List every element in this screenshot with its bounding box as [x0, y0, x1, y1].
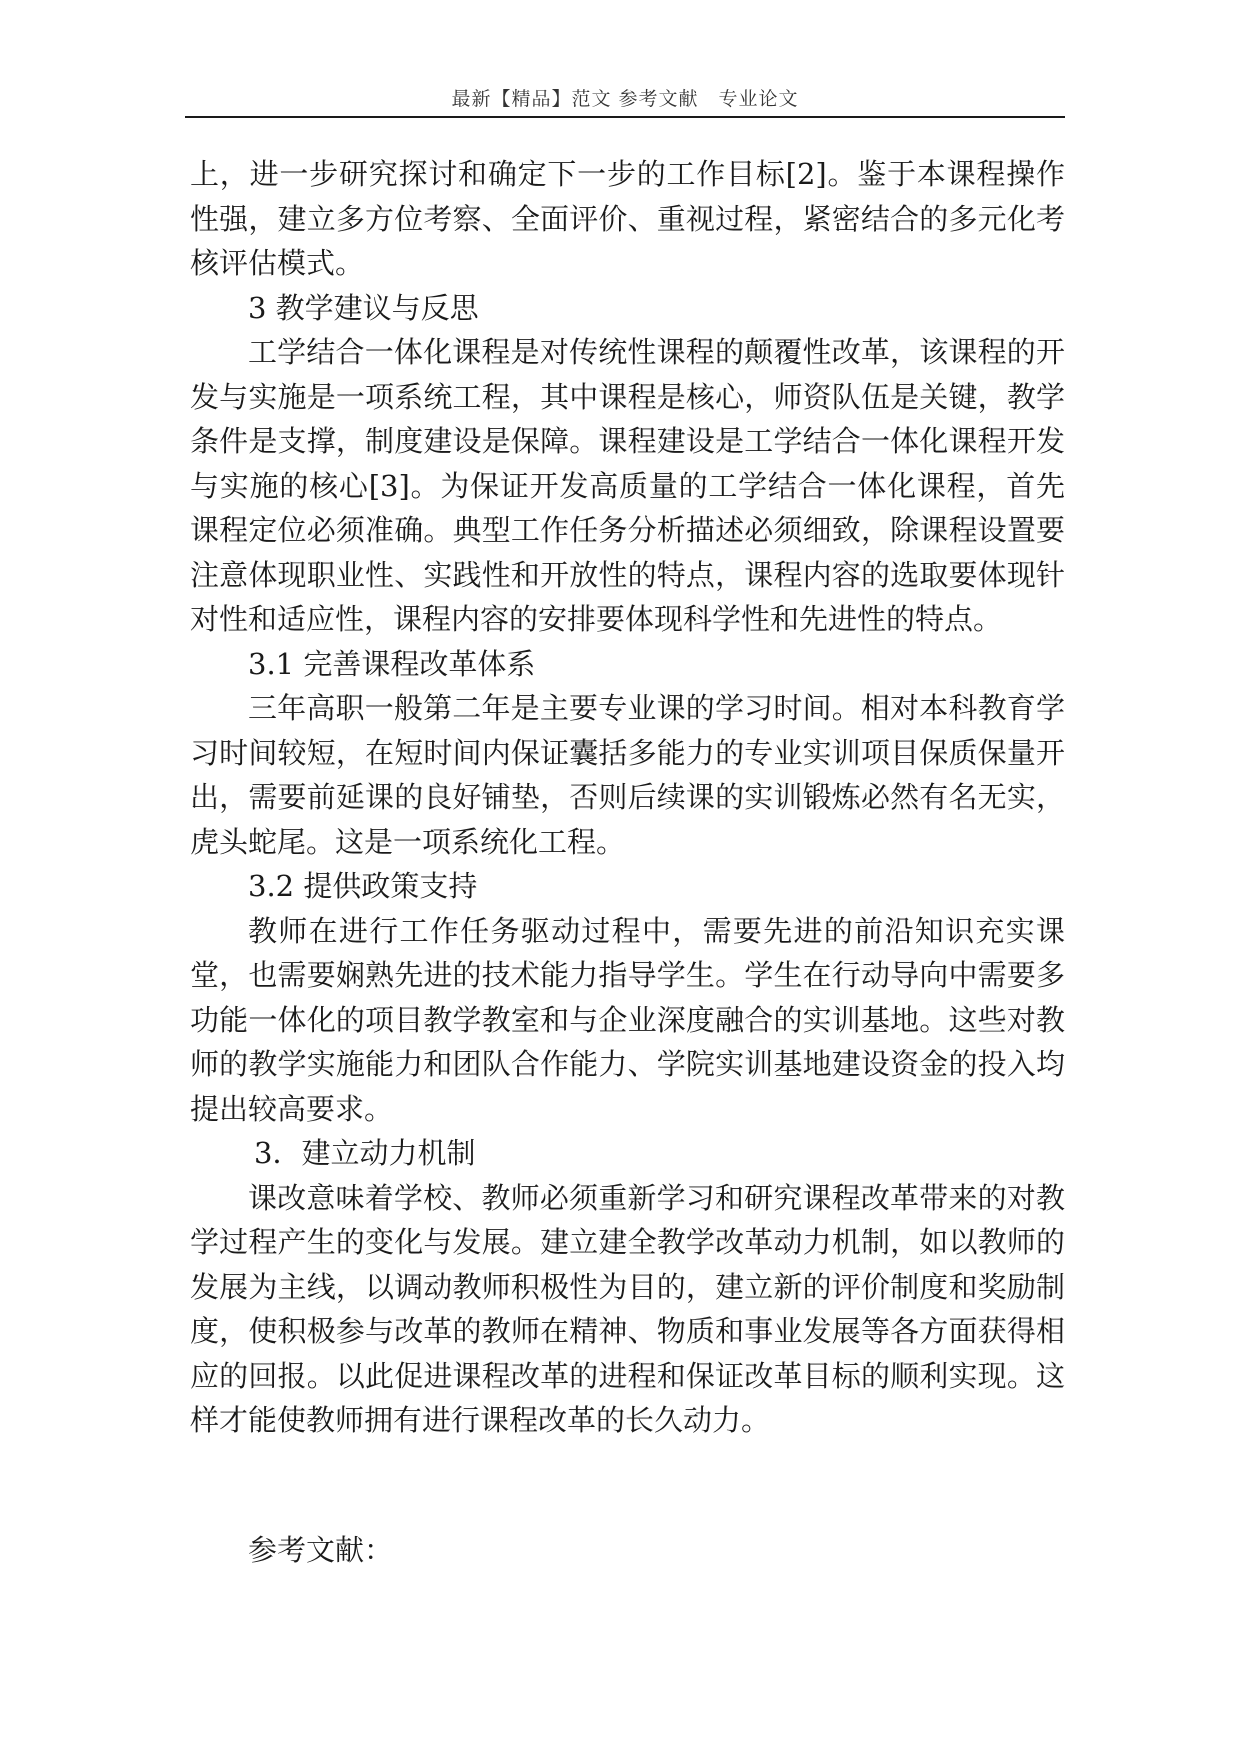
- section-heading-3-3: 3．建立动力机制: [254, 1136, 476, 1170]
- section-heading-3: 3 教学建议与反思: [248, 290, 479, 325]
- paragraph-1: 上，进一步研究探讨和确定下一步的工作目标[2]。鉴于本课程操作性强，建立多方位考察、全面评价、重视过程，紧密结合的多元化考核评估模式。: [190, 157, 1065, 280]
- section-heading-3-2: 3.2 提供政策支持: [248, 869, 478, 903]
- paragraph-5: 课改意味着学校、教师必须重新学习和研究课程改革带来的对教学过程产生的变化与发展。建立建全教学改革动力机制，如以教师的发展为主线，以调动教师积极性为目的，建立新的评价制度和奖励制度，使积极参与改革的教师在精神、物质和事业发展等各方面获得相应的回报。以此促进课程改革的进程和保证改革目标的顺利实现。这样才能使教师拥有进行课程改革的长久动力。: [190, 1180, 1065, 1437]
- document-body: [190, 152, 1065, 1443]
- section-heading-3-1: 3.1 完善课程改革体系: [248, 646, 536, 681]
- paragraph-2: 工学结合一体化课程是对传统性课程的颠覆性改革，该课程的开发与实施是一项系统工程，其中课程是核心，师资队伍是关键，教学条件是支撑，制度建设是保障。课程建设是工学结合一体化课程开发与实施的核心[3]。为保证开发高质量的工学结合一体化课程，首先课程定位必须准确。典型工作任务分析描述必须细致，除课程设置要注意体现职业性、实践性和开放性的特点，课程内容的选取要体现针对性和适应性，课程内容的安排要体现科学性和先进性的特点。: [190, 335, 1065, 636]
- references-heading: 参考文献：: [248, 1533, 394, 1567]
- header-divider: [185, 116, 1065, 118]
- paragraph-4: 教师在进行工作任务驱动过程中，需要先进的前沿知识充实课堂，也需要娴熟先进的技术能力指导学生。学生在行动导向中需要多功能一体化的项目教学教室和与企业深度融合的实训基地。这些对教师的教学实施能力和团队合作能力、学院实训基地建设资金的投入均提出较高要求。: [190, 913, 1065, 1126]
- page-header: 最新【精品】范文 参考文献 专业论文: [451, 88, 799, 110]
- paragraph-3: 三年高职一般第二年是主要专业课的学习时间。相对本科教育学习时间较短，在短时间内保证囊括多能力的专业实训项目保质保量开出，需要前延课的良好铺垫，否则后续课的实训锻炼必然有名无实，虎头蛇尾。这是一项系统化工程。: [190, 691, 1065, 859]
